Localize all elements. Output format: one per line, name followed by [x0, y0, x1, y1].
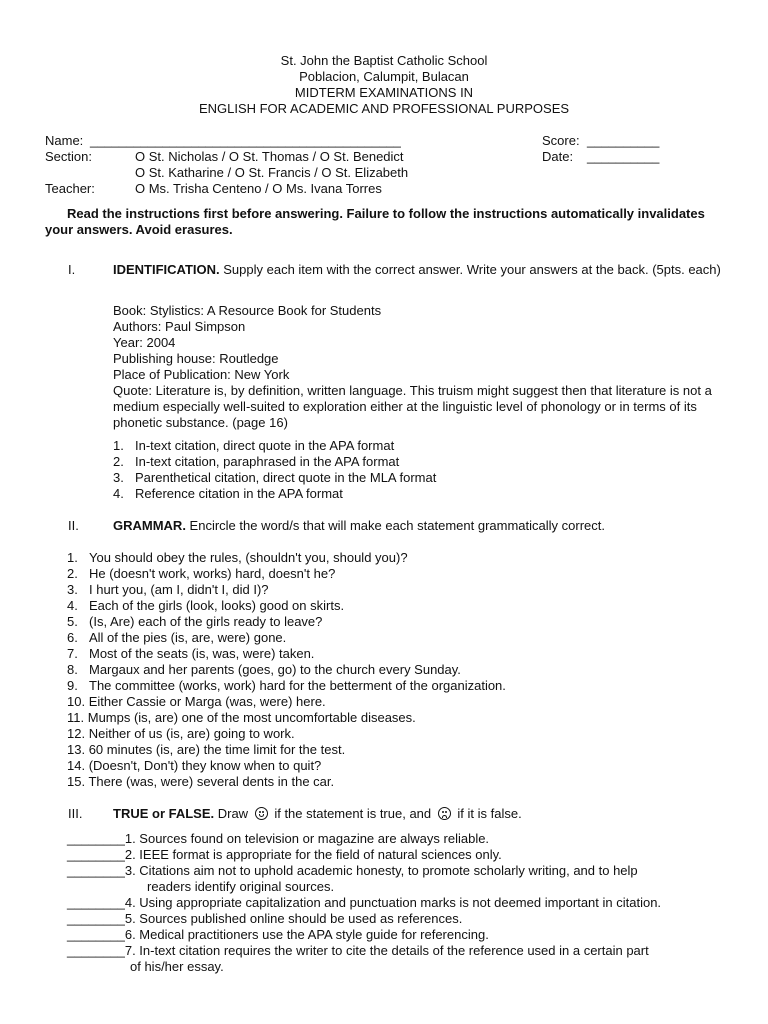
book-place: Place of Publication: New York — [113, 367, 290, 382]
list-item[interactable]: ________4. Using appropriate capitalization and punctuation marks is not deemed important in citation. — [67, 895, 662, 910]
list-item[interactable]: 14. (Doesn't, Don't) they know when to quit? — [67, 758, 322, 773]
list-item[interactable]: 7. Most of the seats (is, was, were) taken. — [67, 646, 315, 661]
section-grammar — [45, 518, 725, 534]
list-item[interactable]: 15. There (was, were) several dents in the car. — [67, 774, 335, 789]
list-item[interactable]: 2. He (doesn't work, works) hard, doesn't he? — [67, 566, 336, 581]
section-number: I. — [68, 262, 76, 277]
list-item[interactable]: ________7. In-text citation requires the writer to cite the details of the reference used in a certain part — [67, 943, 649, 958]
answer-blank: ________ — [67, 895, 125, 910]
section-title: TRUE or FALSE. — [113, 806, 215, 821]
section-options-line-1[interactable]: O St. Nicholas / O St. Thomas / O St. Benedict — [135, 149, 404, 164]
teacher-options[interactable]: O Ms. Trisha Centeno / O Ms. Ivana Torres — [135, 181, 382, 196]
list-item-continuation: of his/her essay. — [130, 959, 224, 974]
section-number: II. — [68, 518, 79, 533]
list-item: 4. Reference citation in the APA format — [113, 486, 343, 501]
general-instructions: Read the instructions first before answering. Failure to follow the instructions automatically invalidates your answers. Avoid erasures. — [45, 206, 705, 237]
score-field[interactable]: __________ — [587, 133, 660, 148]
list-item[interactable]: ________2. IEEE format is appropriate for the field of natural sciences only. — [67, 847, 502, 862]
frowning-face-icon — [438, 807, 451, 820]
answer-blank: ________ — [67, 831, 125, 846]
list-item[interactable]: 1. You should obey the rules, (shouldn't you, should you)? — [67, 550, 408, 565]
book-authors: Authors: Paul Simpson — [113, 319, 246, 334]
name-label: Name: — [45, 133, 84, 148]
list-item: 3. Parenthetical citation, direct quote in the MLA format — [113, 470, 437, 485]
section-number: III. — [68, 806, 83, 821]
section-true-or-false: III. TRUE or FALSE. Draw if the statement is true, and if it is false. — [68, 806, 522, 821]
date-field[interactable]: __________ — [587, 149, 660, 164]
answer-blank: ________ — [67, 927, 125, 942]
teacher-label: Teacher: — [45, 181, 95, 196]
list-item-continuation: readers identify original sources. — [147, 879, 335, 894]
score-label: Score: — [542, 133, 580, 148]
exam-title: MIDTERM EXAMINATIONS IN — [294, 85, 474, 100]
list-item[interactable]: 11. Mumps (is, are) one of the most uncomfortable diseases. — [67, 710, 416, 725]
book-year: Year: 2004 — [113, 335, 176, 350]
answer-blank: ________ — [67, 911, 125, 926]
section-identification — [45, 262, 725, 278]
school-address: Poblacion, Calumpit, Bulacan — [299, 69, 469, 84]
book-quote: Quote: Literature is, by definition, written language. This truism might suggest then that literature is not a medium especially well-suited to exploration either at the linguistic level of phonology or in terms of its phonetic substance. (page 16) — [113, 383, 712, 430]
list-item[interactable]: ________6. Medical practitioners use the APA style guide for referencing. — [67, 927, 489, 942]
list-item[interactable]: 9. The committee (works, work) hard for the betterment of the organization. — [67, 678, 506, 693]
answer-blank: ________ — [67, 943, 125, 958]
section-title: IDENTIFICATION. — [113, 262, 220, 277]
list-item[interactable]: 12. Neither of us (is, are) going to work. — [67, 726, 295, 741]
list-item[interactable]: 13. 60 minutes (is, are) the time limit for the test. — [67, 742, 346, 757]
list-item[interactable]: ________1. Sources found on television or magazine are always reliable. — [67, 831, 490, 846]
list-item[interactable]: ________3. Citations aim not to uphold academic honesty, to promote scholarly writing, and to help — [67, 863, 638, 878]
section-label: Section: — [45, 149, 92, 164]
source-details — [113, 303, 713, 431]
identification-items — [113, 438, 436, 502]
section-title: GRAMMAR. — [113, 518, 186, 533]
section-directions: Encircle the word/s that will make each statement grammatically correct. — [185, 518, 605, 533]
list-item[interactable]: 10. Either Cassie or Marga (was, were) here. — [67, 694, 326, 709]
name-field[interactable]: ___________________________________________ — [90, 133, 401, 148]
true-false-items — [67, 831, 727, 975]
list-item[interactable]: 6. All of the pies (is, are, were) gone. — [67, 630, 287, 645]
document-header — [0, 53, 768, 117]
book-publisher: Publishing house: Routledge — [113, 351, 279, 366]
list-item[interactable]: 3. I hurt you, (am I, didn't I, did I)? — [67, 582, 269, 597]
smiley-face-icon — [255, 807, 268, 820]
grammar-items — [67, 550, 506, 790]
list-item[interactable]: 5. (Is, Are) each of the girls ready to leave? — [67, 614, 323, 629]
list-item[interactable]: ________5. Sources published online should be used as references. — [67, 911, 463, 926]
list-item: 1. In-text citation, direct quote in the APA format — [113, 438, 395, 453]
subject-title: ENGLISH FOR ACADEMIC AND PROFESSIONAL PURPOSES — [198, 101, 570, 116]
list-item[interactable]: 8. Margaux and her parents (goes, go) to the church every Sunday. — [67, 662, 461, 677]
answer-blank: ________ — [67, 863, 125, 878]
school-name: St. John the Baptist Catholic School — [280, 53, 488, 68]
list-item: 2. In-text citation, paraphrased in the APA format — [113, 454, 400, 469]
date-label: Date: — [542, 149, 574, 164]
list-item[interactable]: 4. Each of the girls (look, looks) good on skirts. — [67, 598, 345, 613]
student-info — [45, 133, 725, 197]
section-directions: Supply each item with the correct answer. Write your answers at the back. (5pts. each) — [219, 262, 721, 277]
section-options-line-2[interactable]: O St. Katharine / O St. Francis / O St. Elizabeth — [135, 165, 409, 180]
book-title: Book: Stylistics: A Resource Book for Students — [113, 303, 382, 318]
answer-blank: ________ — [67, 847, 125, 862]
